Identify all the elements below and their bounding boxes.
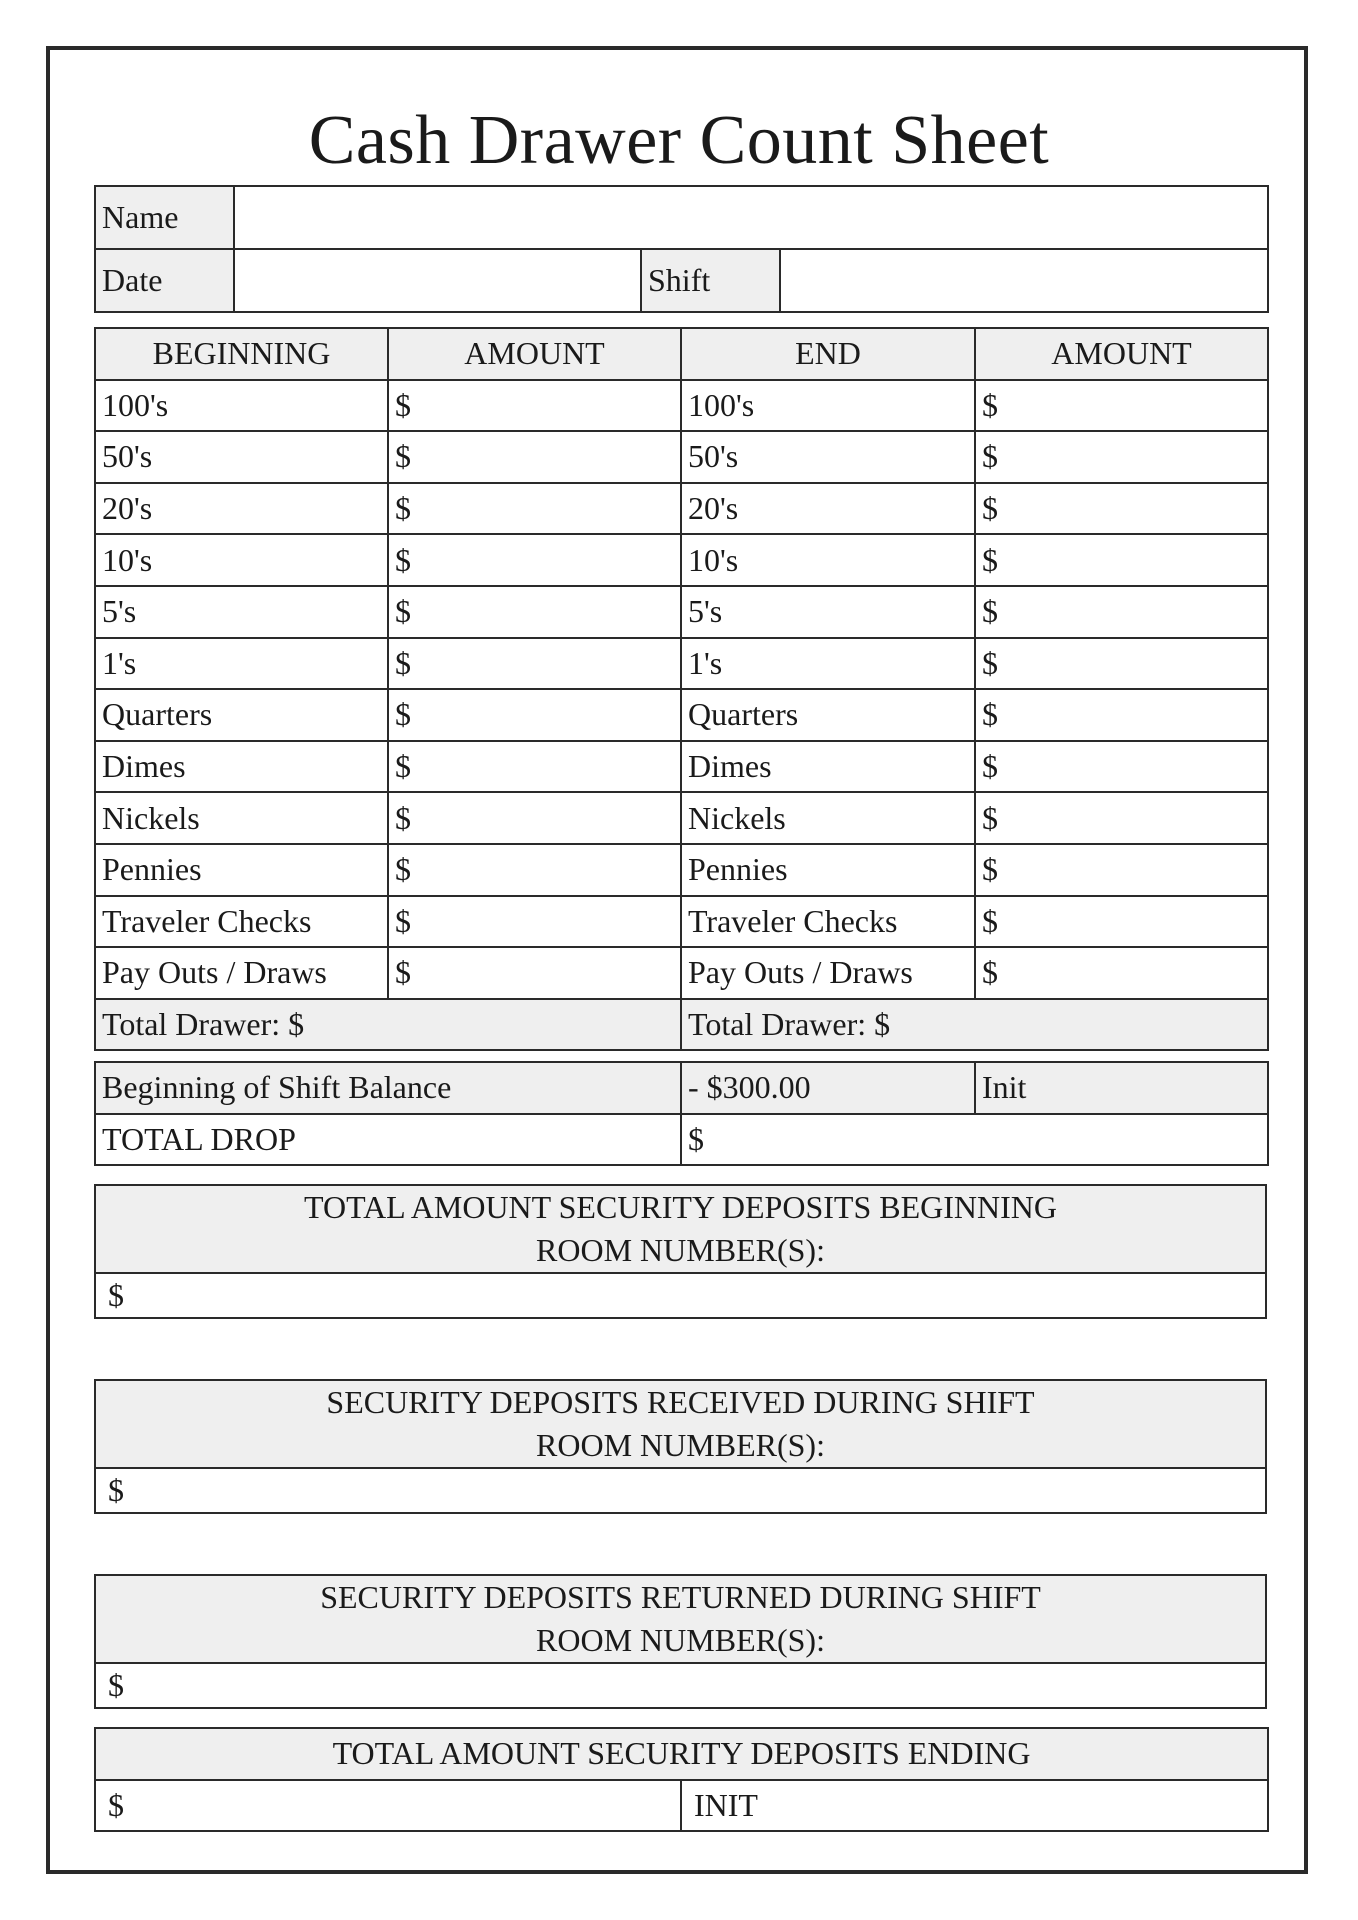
deposits-ending-table <box>94 1727 1269 1832</box>
amount-begin-field[interactable]: $ <box>388 896 681 948</box>
amount-begin-field[interactable]: $ <box>388 380 681 432</box>
deposits-ending-field[interactable]: $ <box>95 1780 681 1832</box>
date-field[interactable] <box>234 249 641 312</box>
denomination-end-label: 100's <box>681 380 975 432</box>
denomination-begin-label: Nickels <box>95 792 388 844</box>
denomination-begin-label: Traveler Checks <box>95 896 388 948</box>
amount-begin-field[interactable]: $ <box>388 689 681 741</box>
date-label: Date <box>95 249 234 312</box>
deposits-beginning-title-line1: TOTAL AMOUNT SECURITY DEPOSITS BEGINNING <box>304 1189 1057 1225</box>
shift-label: Shift <box>641 249 780 312</box>
name-field[interactable] <box>234 186 1268 249</box>
amount-begin-field[interactable]: $ <box>388 792 681 844</box>
deposits-received-table <box>94 1379 1267 1514</box>
count-row <box>95 483 1268 535</box>
amount-end-field[interactable]: $ <box>975 534 1268 586</box>
deposits-returned-table <box>94 1574 1267 1709</box>
header-amount-end: AMOUNT <box>975 328 1268 380</box>
denomination-begin-label: Dimes <box>95 741 388 793</box>
header-end: END <box>681 328 975 380</box>
total-row <box>95 999 1268 1051</box>
count-row <box>95 947 1268 999</box>
deposits-returned-title-line2: ROOM NUMBER(S): <box>536 1622 825 1658</box>
denomination-begin-label: 100's <box>95 380 388 432</box>
total-drawer-begin[interactable]: Total Drawer: $ <box>95 999 681 1051</box>
denomination-begin-label: 10's <box>95 534 388 586</box>
balance-table <box>94 1061 1269 1166</box>
name-label: Name <box>95 186 234 249</box>
denomination-end-label: 10's <box>681 534 975 586</box>
amount-end-field[interactable]: $ <box>975 483 1268 535</box>
amount-begin-field[interactable]: $ <box>388 638 681 690</box>
deposits-beginning-table <box>94 1184 1267 1319</box>
page-title: Cash Drawer Count Sheet <box>308 102 1050 179</box>
amount-end-field[interactable]: $ <box>975 638 1268 690</box>
count-row <box>95 689 1268 741</box>
deposits-received-title-line1: SECURITY DEPOSITS RECEIVED DURING SHIFT <box>326 1384 1035 1420</box>
denomination-begin-label: 20's <box>95 483 388 535</box>
count-row <box>95 844 1268 896</box>
beginning-balance-label: Beginning of Shift Balance <box>95 1062 681 1114</box>
count-row <box>95 638 1268 690</box>
deposits-ending-title: TOTAL AMOUNT SECURITY DEPOSITS ENDING <box>95 1728 1268 1780</box>
count-row <box>95 431 1268 483</box>
deposits-returned-title <box>95 1575 1266 1663</box>
count-row <box>95 792 1268 844</box>
amount-begin-field[interactable]: $ <box>388 431 681 483</box>
count-row <box>95 586 1268 638</box>
amount-begin-field[interactable]: $ <box>388 586 681 638</box>
count-row <box>95 380 1268 432</box>
header-beginning: BEGINNING <box>95 328 388 380</box>
denomination-end-label: Pay Outs / Draws <box>681 947 975 999</box>
count-table <box>94 327 1269 1051</box>
amount-begin-field[interactable]: $ <box>388 947 681 999</box>
deposits-beginning-field[interactable]: $ <box>95 1273 1266 1318</box>
deposits-received-field[interactable]: $ <box>95 1468 1266 1513</box>
denomination-end-label: 5's <box>681 586 975 638</box>
denomination-begin-label: Quarters <box>95 689 388 741</box>
total-drop-label: TOTAL DROP <box>95 1114 681 1166</box>
denomination-end-label: Traveler Checks <box>681 896 975 948</box>
deposits-beginning-title <box>95 1185 1266 1273</box>
amount-end-field[interactable]: $ <box>975 896 1268 948</box>
deposits-returned-field[interactable]: $ <box>95 1663 1266 1708</box>
amount-end-field[interactable]: $ <box>975 844 1268 896</box>
deposits-returned-title-line1: SECURITY DEPOSITS RETURNED DURING SHIFT <box>320 1579 1041 1615</box>
count-header-row <box>95 328 1268 380</box>
count-row <box>95 896 1268 948</box>
deposits-received-title <box>95 1380 1266 1468</box>
denomination-end-label: Pennies <box>681 844 975 896</box>
amount-begin-field[interactable]: $ <box>388 534 681 586</box>
count-row <box>95 741 1268 793</box>
denomination-end-label: Quarters <box>681 689 975 741</box>
denomination-begin-label: 50's <box>95 431 388 483</box>
deposits-received-title-line2: ROOM NUMBER(S): <box>536 1427 825 1463</box>
denomination-begin-label: Pay Outs / Draws <box>95 947 388 999</box>
denomination-end-label: 20's <box>681 483 975 535</box>
amount-begin-field[interactable]: $ <box>388 741 681 793</box>
amount-end-field[interactable]: $ <box>975 792 1268 844</box>
header-amount-begin: AMOUNT <box>388 328 681 380</box>
total-drop-field[interactable]: $ <box>681 1114 1268 1166</box>
denomination-begin-label: 1's <box>95 638 388 690</box>
amount-end-field[interactable]: $ <box>975 431 1268 483</box>
amount-end-field[interactable]: $ <box>975 741 1268 793</box>
denomination-begin-label: 5's <box>95 586 388 638</box>
denomination-end-label: Nickels <box>681 792 975 844</box>
amount-end-field[interactable]: $ <box>975 380 1268 432</box>
total-drawer-end[interactable]: Total Drawer: $ <box>681 999 1268 1051</box>
denomination-begin-label: Pennies <box>95 844 388 896</box>
amount-end-field[interactable]: $ <box>975 689 1268 741</box>
amount-end-field[interactable]: $ <box>975 947 1268 999</box>
amount-begin-field[interactable]: $ <box>388 483 681 535</box>
beginning-balance-value: - $300.00 <box>681 1062 975 1114</box>
denomination-end-label: Dimes <box>681 741 975 793</box>
shift-field[interactable] <box>780 249 1268 312</box>
deposits-ending-init-field[interactable]: INIT <box>681 1780 1268 1832</box>
amount-begin-field[interactable]: $ <box>388 844 681 896</box>
amount-end-field[interactable]: $ <box>975 586 1268 638</box>
denomination-end-label: 50's <box>681 431 975 483</box>
count-row <box>95 534 1268 586</box>
deposits-beginning-title-line2: ROOM NUMBER(S): <box>536 1232 825 1268</box>
info-table <box>94 185 1269 313</box>
balance-init-field[interactable]: Init <box>975 1062 1268 1114</box>
denomination-end-label: 1's <box>681 638 975 690</box>
